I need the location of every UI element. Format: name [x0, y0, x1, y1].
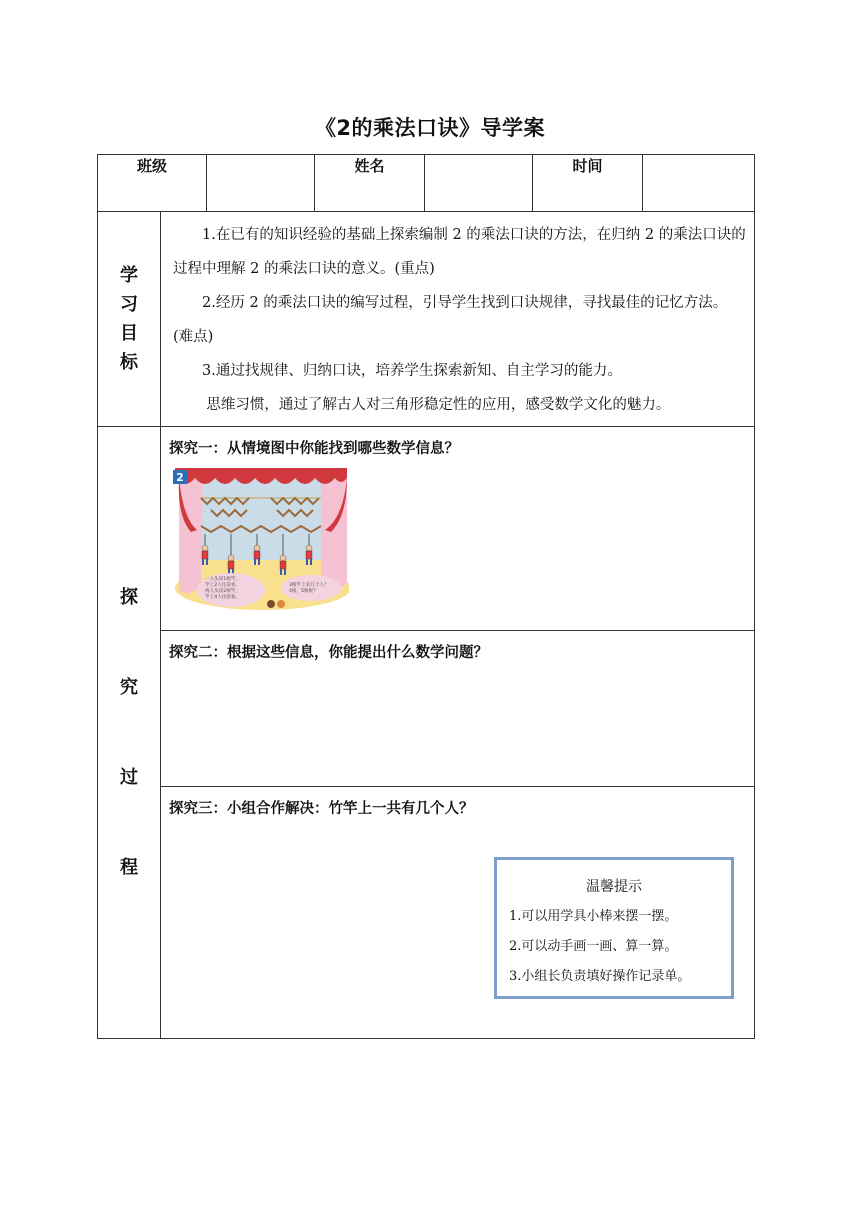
svg-text:一人头顶1根竿，: 一人头顶1根竿，	[205, 577, 241, 582]
tip-item-1: 1.可以用学具小棒来摆一摆。	[509, 909, 678, 924]
goals-label: 学 习 目 标	[98, 212, 161, 427]
explore1-cell	[161, 427, 755, 631]
name-label: 姓名	[315, 155, 425, 212]
goals-content	[161, 212, 755, 427]
explore1-row	[98, 427, 755, 631]
stage-illustration-svg	[171, 468, 349, 610]
page-title: 《2的乘法口诀》导学案	[314, 116, 546, 140]
tip-item-3: 3.小组长负责填好操作记录单。	[509, 969, 691, 984]
worksheet-table	[97, 154, 755, 1039]
goal-item-4: 思维习惯，通过了解古人对三角形稳定性的应用，感受数学文化的魅力。	[206, 397, 671, 413]
explore2-title: 探究二：根据这些信息，你能提出什么数学问题？	[169, 645, 488, 661]
name-field[interactable]	[425, 155, 533, 212]
goal-item-3: 3.通过找规律、归纳口诀，培养学生探索新知、自主学习的能力。	[202, 363, 622, 379]
explore2-row	[98, 631, 755, 787]
goals-row	[98, 212, 755, 427]
time-field[interactable]	[643, 155, 755, 212]
explore3-row	[98, 787, 755, 1039]
tips-box	[494, 857, 734, 999]
time-label: 时间	[533, 155, 643, 212]
header-row	[98, 155, 755, 212]
svg-text:4根、5根呢？: 4根、5根呢？	[289, 589, 318, 594]
svg-text:竿上4人往前看。: 竿上4人往前看。	[205, 595, 241, 600]
class-field[interactable]	[207, 155, 315, 212]
illustration-badge: 2	[176, 471, 184, 484]
tip-item-2: 2.可以动手画一画、算一算。	[509, 939, 678, 954]
svg-text:竿上2人往前看，: 竿上2人往前看，	[205, 583, 241, 588]
explore3-cell	[161, 787, 755, 1039]
stage-illustration	[171, 468, 349, 610]
class-label: 班级	[98, 155, 207, 212]
explore2-cell	[161, 631, 755, 787]
explore1-title: 探究一：从情境图中你能找到哪些数学信息？	[169, 441, 459, 457]
svg-text:3根竿上有几个人？: 3根竿上有几个人？	[289, 583, 329, 588]
svg-text:两人头顶2根竿，: 两人头顶2根竿，	[205, 589, 241, 594]
tips-title: 温馨提示	[586, 879, 643, 895]
process-label: 探 究 过 程	[98, 427, 161, 1039]
explore3-title: 探究三：小组合作解决：竹竿上一共有几个人？	[169, 801, 474, 817]
goal-item-2: 2.经历 2 的乘法口诀的编写过程，引导学生找到口诀规律，寻找最佳的记忆方法。(难点)	[173, 295, 728, 345]
goal-item-1: 1.在已有的知识经验的基础上探索编制 2 的乘法口诀的方法，在归纳 2 的乘法口诀的过程中理解 2 的乘法口诀的意义。(重点)	[173, 227, 746, 277]
